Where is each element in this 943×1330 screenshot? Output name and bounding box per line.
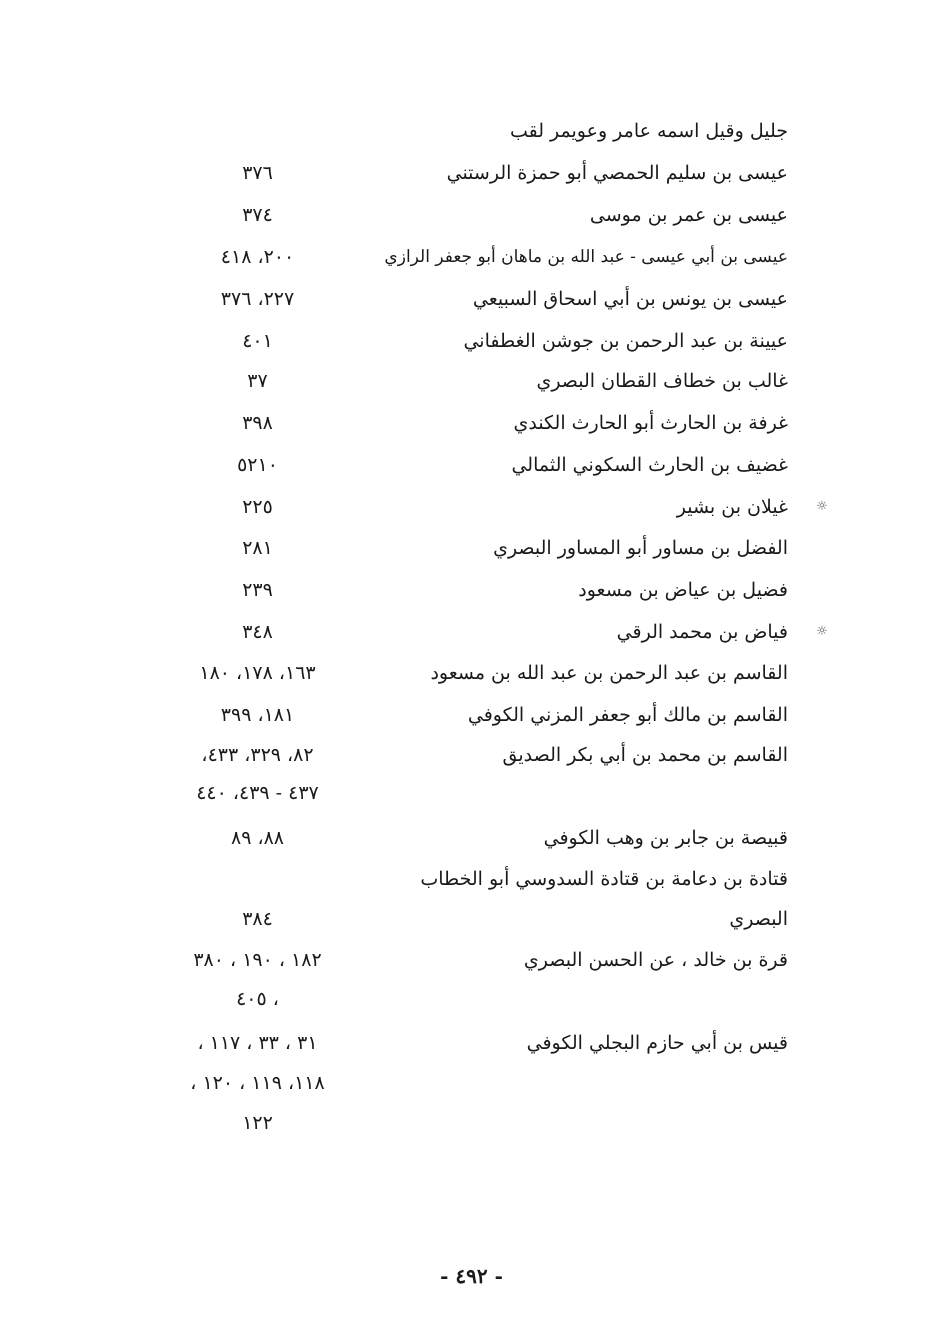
index-entry: [0, 152, 943, 194]
entry-name: القاسم بن مالك أبو جعفر المزني الكوفي: [467, 704, 788, 726]
entry-pages: ٢٣٩: [242, 579, 273, 601]
entry-pages: ١١٨، ١١٩ ، ١٢٠ ،: [190, 1072, 325, 1094]
entry-name: قتادة بن دعامة بن قتادة السدوسي أبو الخطاب: [420, 868, 788, 890]
index-entry: [0, 320, 943, 362]
entry-name: فضيل بن عياض بن مسعود: [578, 579, 788, 601]
asterisk-icon: ☼: [816, 499, 828, 514]
page-number: - ٤٩٢ -: [440, 1264, 503, 1288]
entry-pages: ٣٤٨: [242, 621, 273, 643]
index-entry: [0, 278, 943, 320]
asterisk-icon: ☼: [816, 624, 828, 639]
entry-pages: ٢٢٥: [242, 496, 273, 518]
entry-name: قرة بن خالد ، عن الحسن البصري: [523, 949, 788, 971]
entry-name: عيسى بن أبي عيسى - عبد الله بن ماهان أبو جعفر الرازي: [384, 247, 788, 267]
entry-name: عيينة بن عبد الرحمن بن جوشن الغطفاني: [463, 330, 788, 352]
entry-pages: ، ٤٠٥: [236, 988, 279, 1010]
entry-pages: ٣٧: [247, 370, 268, 392]
index-entry-continuation: [0, 898, 943, 940]
entry-name: غرفة بن الحارث أبو الحارث الكندي: [513, 412, 788, 434]
index-entry: [0, 444, 943, 486]
entry-name: جليل وقيل اسمه عامر وعويمر لقب: [509, 120, 788, 142]
entry-pages: ١٨١، ٣٩٩: [220, 704, 295, 726]
entry-pages: ١٦٣، ١٧٨، ١٨٠: [199, 662, 316, 684]
index-entry: [0, 1022, 943, 1064]
index-entry: [0, 402, 943, 444]
entry-pages: ٣٨٤: [242, 908, 273, 930]
entry-name: فياض بن محمد الرقي: [616, 621, 788, 643]
index-entry: [0, 194, 943, 236]
entry-pages: ٣٧٤: [242, 204, 273, 226]
index-entry-continuation: [0, 978, 943, 1020]
entry-pages: ٤٣٧ - ٤٣٩، ٤٤٠: [196, 782, 319, 804]
entry-name: عيسى بن يونس بن أبي اسحاق السبيعي: [472, 288, 788, 310]
entry-pages: ٣٧٦: [242, 162, 273, 184]
entry-pages: ٢٢٧، ٣٧٦: [220, 288, 295, 310]
index-entry: [0, 569, 943, 611]
entry-name: قبيصة بن جابر بن وهب الكوفي: [543, 827, 788, 849]
entry-pages: ٣١ ، ٣٣ ، ١١٧ ،: [197, 1032, 318, 1054]
index-entry: [0, 817, 943, 859]
index-entry: [0, 652, 943, 694]
index-entry: [0, 236, 943, 278]
index-entry: [0, 694, 943, 736]
entry-pages: ٨٢، ٣٢٩، ٤٣٣،: [201, 744, 314, 766]
entry-pages: ٤٠١: [242, 330, 273, 352]
entry-pages: ٥٢١٠: [237, 454, 278, 476]
index-entry: [0, 486, 943, 528]
index-entry-continuation: [0, 1062, 943, 1104]
index-entry: [0, 939, 943, 981]
entry-name: غالب بن خطاف القطان البصري: [536, 370, 788, 392]
entry-name: قيس بن أبي حازم البجلي الكوفي: [526, 1032, 788, 1054]
entry-name: غيلان بن بشير: [676, 496, 788, 518]
entry-pages: ٣٩٨: [242, 412, 273, 434]
entry-name: القاسم بن عبد الرحمن بن عبد الله بن مسعود: [430, 662, 788, 684]
entry-name: القاسم بن محمد بن أبي بكر الصديق: [502, 744, 788, 766]
index-entry: [0, 527, 943, 569]
index-entry: [0, 110, 943, 152]
index-entry: [0, 360, 943, 402]
entry-pages: ٢٠٠، ٤١٨: [220, 246, 295, 268]
index-entry: [0, 734, 943, 776]
entry-name: البصري: [729, 908, 788, 930]
index-entry: [0, 858, 943, 900]
entry-name: عيسى بن سليم الحمصي أبو حمزة الرستني: [446, 162, 788, 184]
entry-pages: ٨٨، ٨٩: [230, 827, 284, 849]
index-entry-continuation: [0, 1102, 943, 1144]
index-entry: [0, 611, 943, 653]
entry-pages: ١٨٢ ، ١٩٠ ، ٣٨٠: [193, 949, 322, 971]
entry-name: الفضل بن مساور أبو المساور البصري: [493, 537, 788, 559]
index-entry-continuation: [0, 772, 943, 814]
entry-name: غضيف بن الحارث السكوني الثمالي: [511, 454, 788, 476]
entry-name: عيسى بن عمر بن موسى: [589, 204, 788, 226]
entry-pages: ٢٨١: [242, 537, 273, 559]
entry-pages: ١٢٢: [242, 1112, 273, 1134]
